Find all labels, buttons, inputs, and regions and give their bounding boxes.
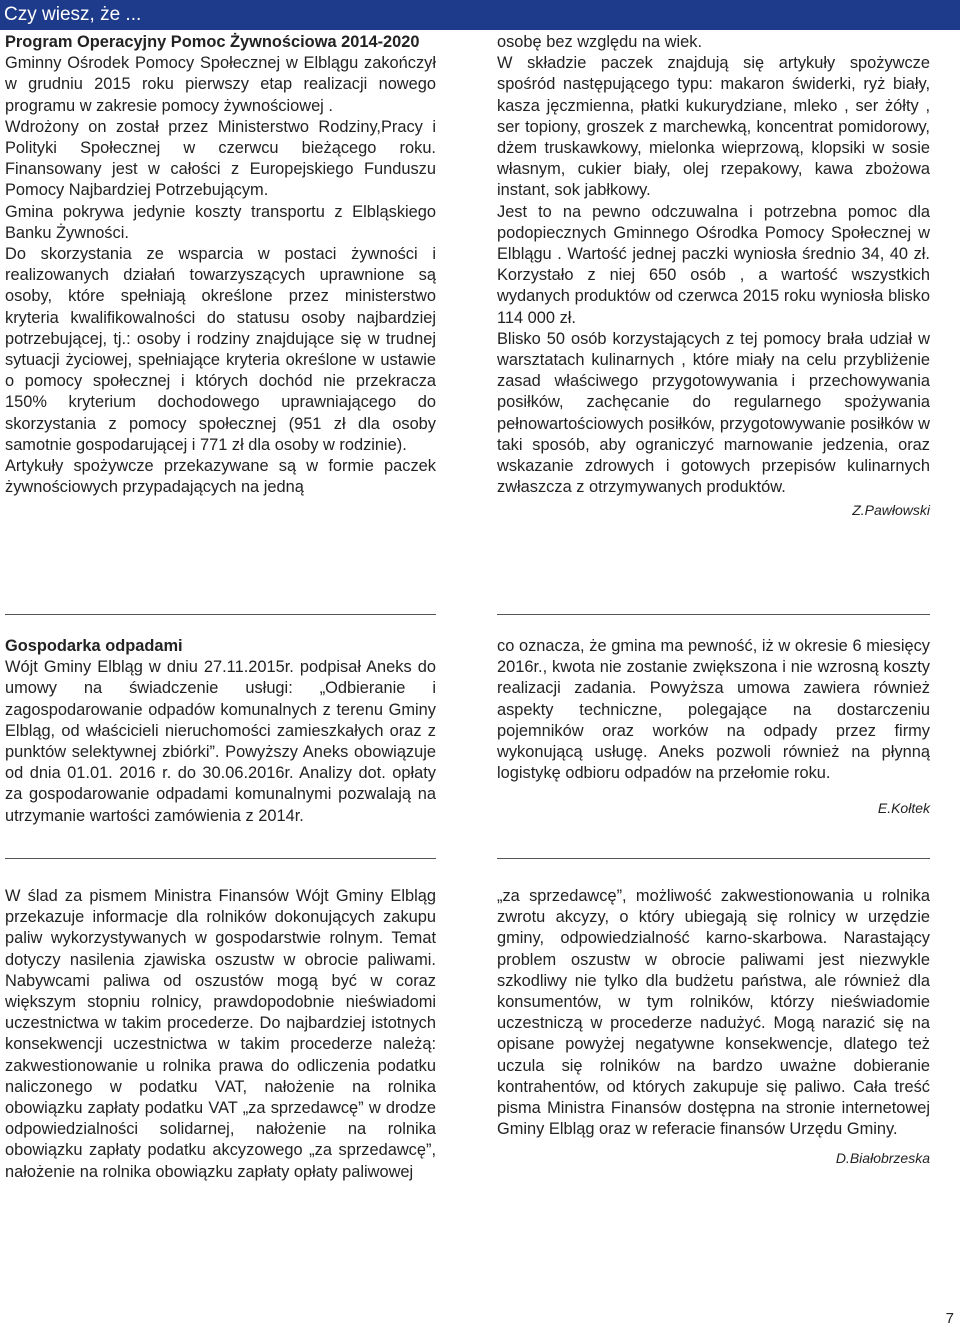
section2-heading: Gospodarka odpadami [5, 637, 183, 655]
section3-left-column [5, 886, 436, 1183]
section2-right-paragraph: co oznacza, że gmina ma pewność, iż w okresie 6 miesięcy 2016r., kwota nie zostanie zwiększona i nie wzrosną koszty realizacji zadania. Powyższa umowa zawiera również aspekty techniczne, polegające na dostarczeniu pojemników oraz worków na odpady przez firmy wykonującą usługę. Aneks pozwoli również na płynną logistykę odbioru odpadów na przełomie roku. [497, 637, 930, 783]
section1-right-paragraph: W składzie paczek znajdują się artykuły spożywcze spośród następującego typu: makaron świderki, ryż biały, kasza jęczmienna, płatki kukurydziane, mleko , ser żółty , ser topiony, groszek z marchewką, koncentrat pomidorowy, dżem truskawkowy, mielonka wieprzową, klopsiki w sosie własnym, cukier biały, olej rzepakowy, kawa zbożowa instant, sok jabłkowy. [497, 54, 930, 200]
section1-heading: Program Operacyjny Pomoc Żywnościowa 2014-2020 [5, 33, 420, 51]
section3-left-paragraph: W ślad za pismem Ministra Finansów Wójt Gminy Elbląg przekazuje informacje dla rolników dokonujących zakupu paliw wykorzystywanych w gospodarstwie rolnym. Temat dotyczy nasilenia zjawiska oszustw w obrocie paliwami. Nabywcami paliwa od oszustów mogą być w coraz większym stopniu rolnicy, prawdopodobnie nieświadomi uczestnictwa w takim procederze. Do najbardziej istotnych konsekwencji uczestnictwa w takim procederze należą: zakwestionowanie u rolnika prawa do odliczenia podatku naliczonego w podatku VAT, nałożenie na rolnika obowiązku zapłaty podatku VAT „za sprzedawcę” w drodze odpowiedzialności solidarnej, nałożenie na rolnika obowiązku zapłaty podatku akcyzowego „za sprzedawcę”, nałożenie na rolnika obowiązku zapłaty opłaty paliwowej [5, 887, 436, 1181]
section3-right-column [497, 886, 930, 1168]
section2-left-paragraph: Wójt Gminy Elbląg w dniu 27.11.2015r. podpisał Aneks do umowy na świadczenie usługi: „Odbieranie i zagospodarowanie odpadów komunalnych z terenu Gminy Elbląg, od właścicieli nieruchomości zamieszkałych oraz z punktów selektywnej zbiórki”. Powyższy Aneks obowiązuje od dnia 01.01. 2016 r. do 30.06.2016r. Analizy dot. opłaty za gospodarowanie odpadami komunalnymi pozwalają na utrzymanie wartości zamówienia z 2014r. [5, 658, 436, 825]
section-divider [5, 858, 436, 859]
section1-left-paragraph: Artykuły spożywcze przekazywane są w formie paczek żywnościowych przypadających na jedną [5, 457, 436, 497]
banner-title: Czy wiesz, że ... [4, 4, 142, 25]
section1-left-paragraph: Do skorzystania ze wsparcia w postaci żywności i realizowanych działań towarzyszących uprawnione są osoby, które spełniają określone przez ministerstwo kryteria kwalifikowalności do statusu osoby najbardziej potrzebującej, tj.: osoby i rodziny znajdujące się w trudnej sytuacji życiowej, spełniające kryteria określone w ustawie o pomocy społecznej i których dochód nie przekracza 150% kryterium dochodowego uprawniającego do skorzystania z pomocy społecznej (951 zł dla osoby samotnie gospodarującej i 771 zł dla osoby w rodzinie). [5, 245, 436, 454]
section1-right-paragraph: Jest to na pewno odczuwalna i potrzebna pomoc dla podopiecznych Gminnego Ośrodka Pomocy Społecznej w Elblągu . Wartość jednej paczki wyniosła średnio 34, 40 zł. Korzystało z niej 650 osób , a wartość wszystkich wydanych produktów od czerwca 2015 roku wyniosła blisko 114 000 zł. [497, 202, 930, 327]
section-divider [497, 858, 930, 859]
section1-left-paragraph: Gminny Ośrodek Pomocy Społecznej w Elblągu zakończył w grudniu 2015 roku pierwszy etap realizacji nowego programu w zakresie pomocy żywnościowej . [5, 54, 436, 115]
page-number: 7 [945, 1310, 954, 1327]
section2-signature: E.Kołtek [877, 800, 930, 817]
section-divider [497, 614, 930, 615]
section3-right-paragraph: „za sprzedawcę”, możliwość zakwestionowania u rolnika zwrotu akcyzy, o który ubiegają się rolnicy w urzędzie gminy, odpowiedzialność karno-skarbowa. Narastający problem oszustw w obrocie paliwami jest niezwykle szkodliwy nie tylko dla budżetu państwa, ale również dla konsumentów, w tym rolników, którzy nieświadomie uczestniczą w procederze nadużyć. Mogą narazić się na opisane powyżej negatywne konsekwencje, dlatego też uczula się rolników na bardzo uważne dobieranie kontrahentów, od których zakupuje się paliwo. Cała treść pisma Ministra Finansów dostępna na stronie internetowej Gminy Elbląg oraz w referacie finansów Urzędu Gminy. [497, 887, 930, 1139]
section1-signature: Z.Pawłowski [852, 502, 930, 519]
section1-left-paragraph: Wdrożony on został przez Ministerstwo Rodziny,Pracy i Polityki Społecznej w czerwcu bieżącego roku. Finansowany jest w całości z Europejskiego Funduszu Pomocy Najbardziej Potrzebującym. [5, 117, 436, 200]
section1-left-column [5, 32, 436, 498]
section1-right-column [497, 32, 930, 520]
section2-right-column [497, 636, 930, 818]
section-divider [5, 614, 436, 615]
section1-left-paragraph: Gmina pokrywa jedynie koszty transportu z Elbląskiego Banku Żywności. [5, 202, 436, 242]
section3-signature: D.Białobrzeska [835, 1150, 930, 1167]
section2-left-column [5, 636, 436, 827]
section-banner [0, 0, 960, 30]
section1-right-paragraph: osobę bez względu na wiek. [497, 33, 703, 51]
section1-right-paragraph: Blisko 50 osób korzystających z tej pomocy brała udział w warsztatach kulinarnych , które miały na celu przybliżenie zasad właściwego przygotowywania i przechowywania posiłków, zachęcanie do regularnego spożywania pełnowartościowych posiłków, przygotowywanie posiłków w taki sposób, aby ograniczyć marnowanie jedzenia, oraz wskazanie zdrowych i gotowych przepisów kulinarnych zwłaszcza z otrzymywanych produktów. [497, 329, 930, 497]
